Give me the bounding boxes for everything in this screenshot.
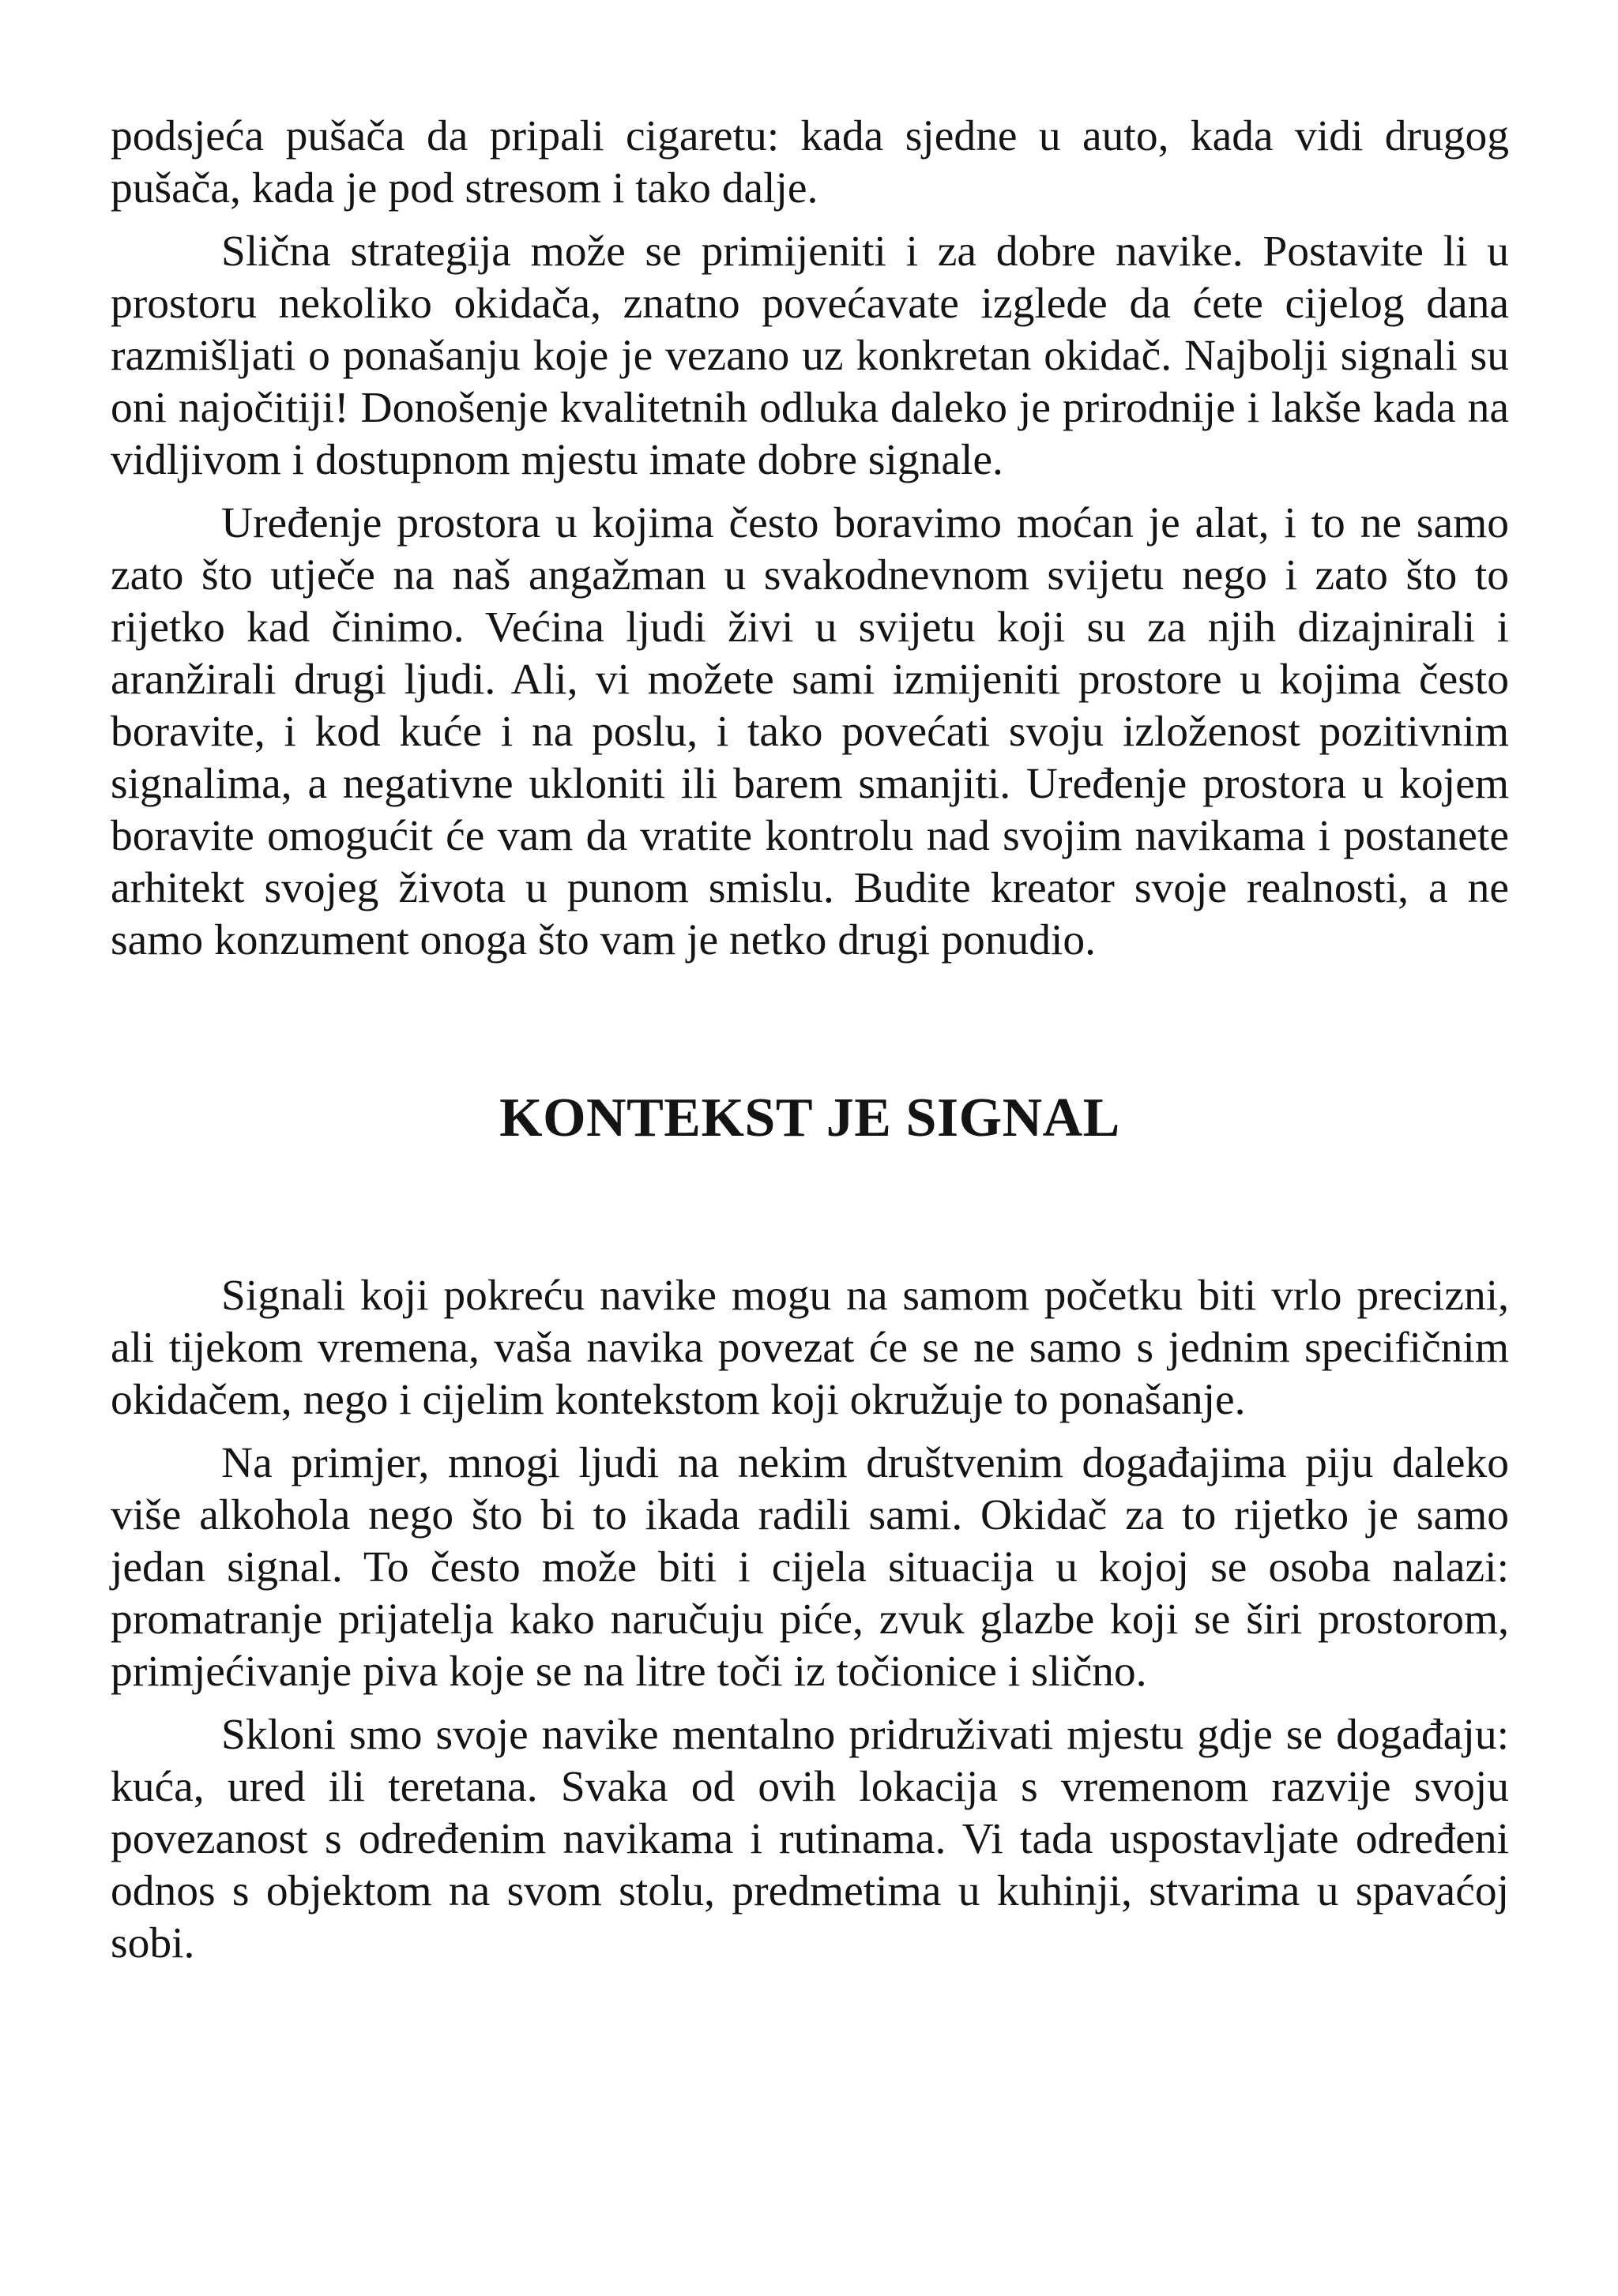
- paragraph: Skloni smo svoje navike mentalno pridruživati mjestu gdje se događaju: kuća, ured ili teretana. Svaka od ovih lokacija s vremenom razvije svoju povezanost s određenim navikama i rutinama. Vi tada uspostavljate određeni odnos s objektom na svom stolu, predmetima u kuhinji, stvarima u spavaćoj sobi.: [111, 1711, 1509, 1967]
- paragraph: Uređenje prostora u kojima često boravimo moćan je alat, i to ne samo zato što utječe na naš angažman u svakodnevnom svijetu nego i zato što to rijetko kad činimo. Većina ljudi živi u svijetu koji su za njih dizajnirali i aranžirali drugi ljudi. Ali, vi možete sami izmijeniti prostore u kojima često boravite, i kod kuće i na poslu, i tako povećati svoju izloženost pozitivnim signalima, a negativne ukloniti ili barem smanjiti. Uređenje prostora u kojem boravite omogućit će vam da vratite kontrolu nad svojim navikama i postanete arhitekt svojeg života u punom smislu. Budite kreator svoje realnosti, a ne samo konzument onoga što vam je netko drugi ponudio.: [111, 499, 1509, 964]
- document-page: [111, 111, 1509, 1970]
- paragraph: Slična strategija može se primijeniti i za dobre navike. Postavite li u prostoru nekoliko okidača, znatno povećavate izglede da ćete cijelog dana razmišljati o ponašanju koje je vezano uz konkretan okidač. Najbolji signali su oni najočitiji! Donošenje kvalitetnih odluka daleko je prirodnije i lakše kada na vidljivom i dostupnom mjestu imate dobre signale.: [111, 227, 1509, 484]
- paragraph-continuation: podsjeća pušača da pripali cigaretu: kada sjedne u auto, kada vidi drugog pušača, kada je pod stresom i tako dalje.: [111, 112, 1509, 212]
- paragraph: Signali koji pokreću navike mogu na samom početku biti vrlo precizni, ali tijekom vremena, vaša navika povezat će se ne samo s jednim specifičnim okidačem, nego i cijelim kontekstom koji okružuje to ponašanje.: [111, 1272, 1509, 1424]
- paragraph: Na primjer, mnogi ljudi na nekim društvenim događajima piju daleko više alkohola nego što bi to ikada radili sami. Okidač za to rijetko je samo jedan signal. To često može biti i cijela situacija u kojoj se osoba nalazi: promatranje prijatelja kako naručuju piće, zvuk glazbe koji se širi prostorom, primjećivanje piva koje se na litre toči iz točionice i slično.: [111, 1439, 1509, 1696]
- chapter-title: KONTEKST JE SIGNAL: [499, 1088, 1120, 1148]
